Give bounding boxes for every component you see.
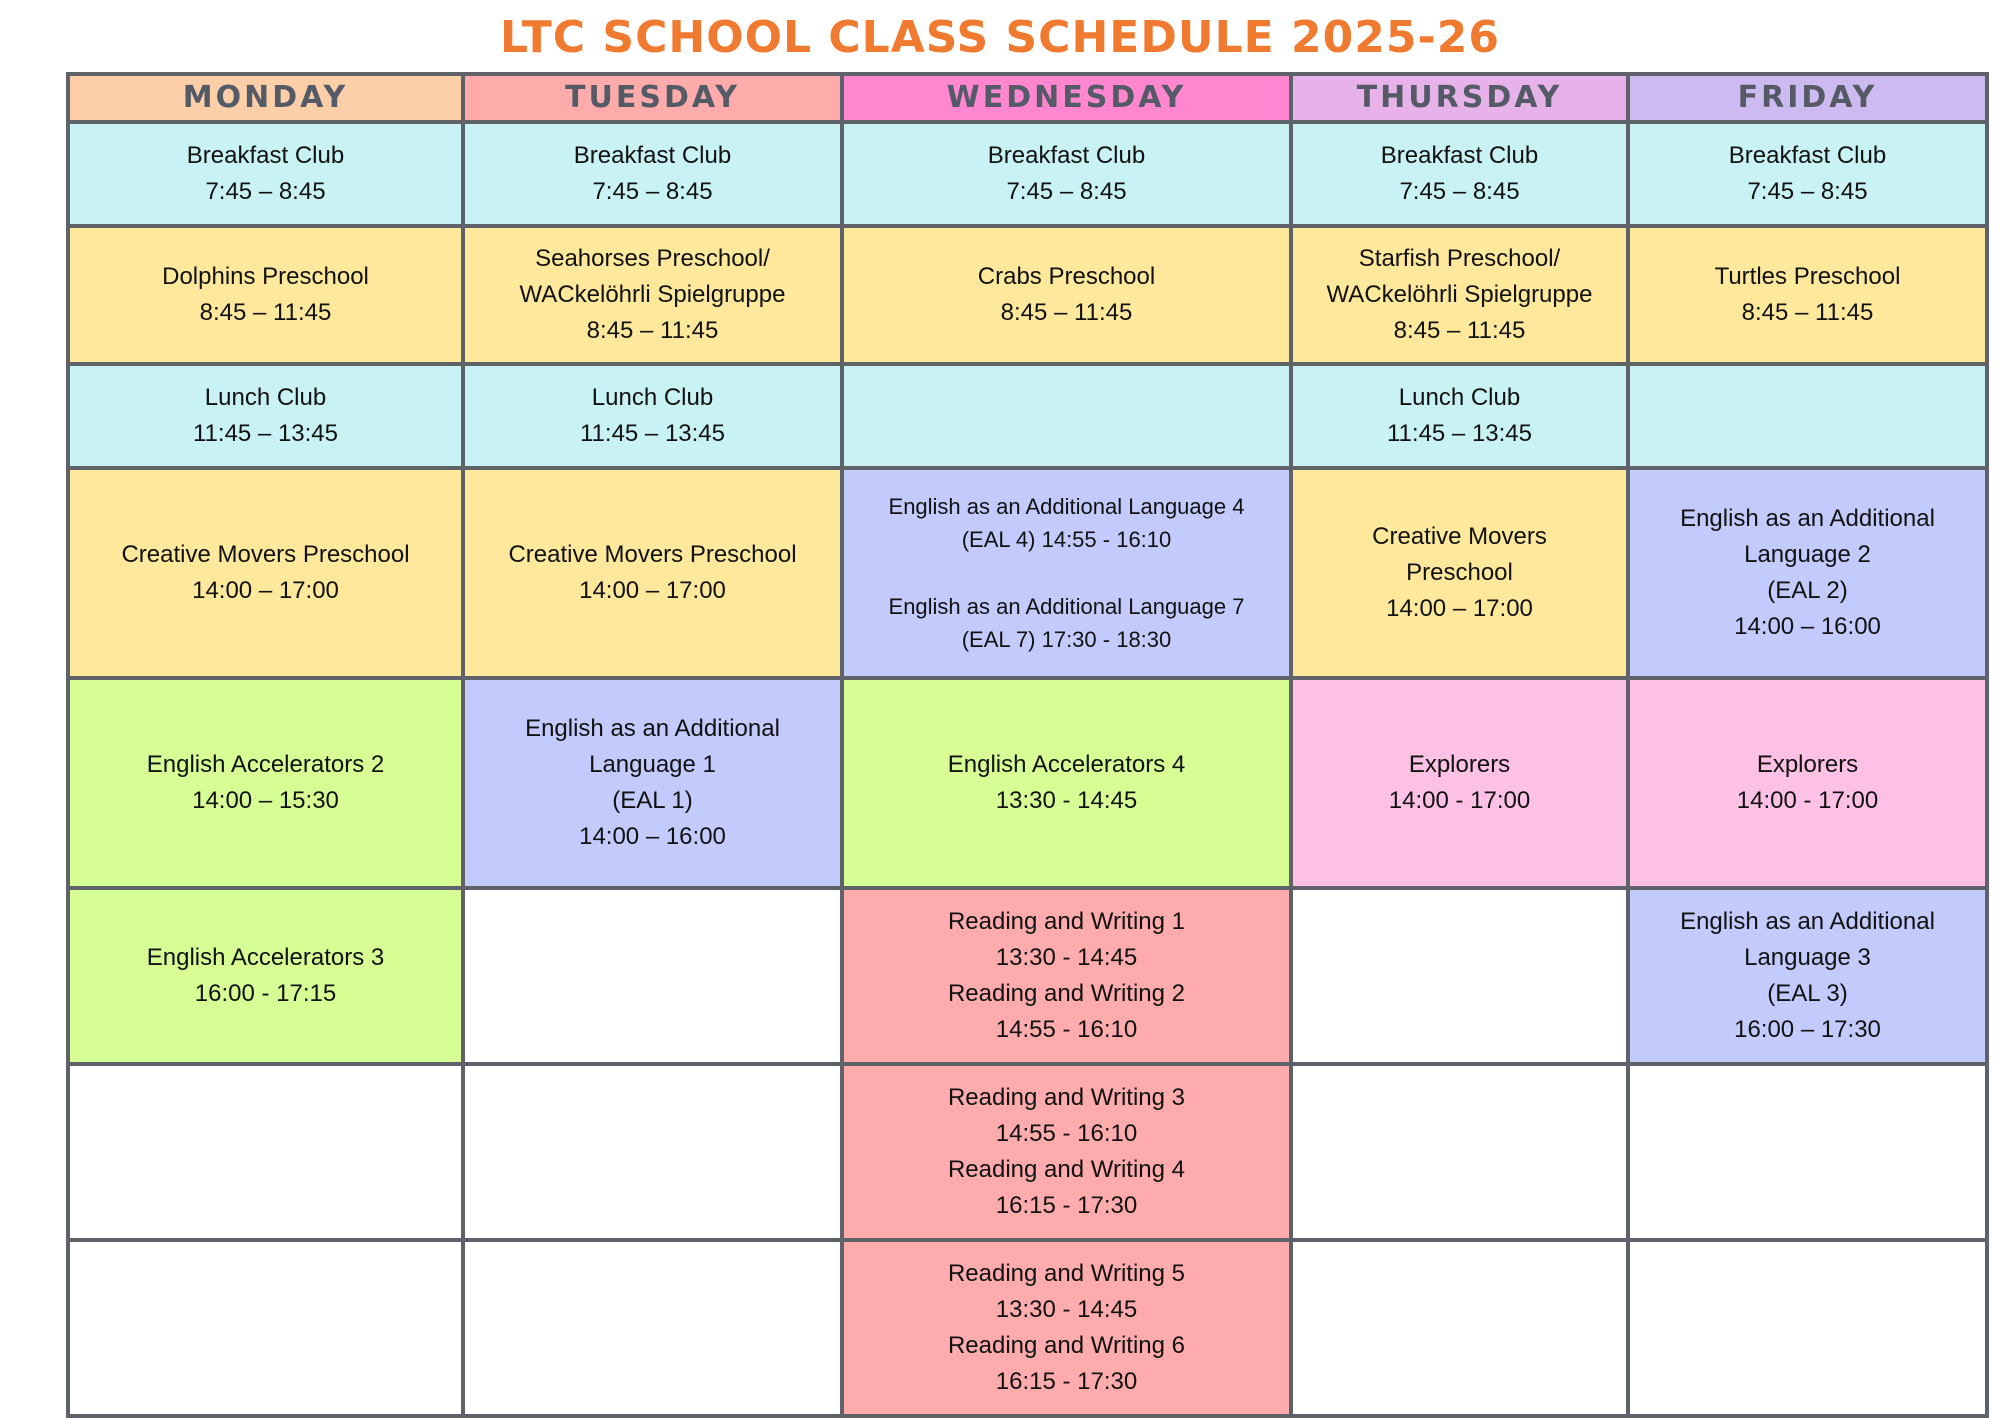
schedule-row bbox=[68, 888, 1987, 1064]
class-name: Crabs Preschool bbox=[977, 263, 1156, 290]
schedule-cell-thursday bbox=[1291, 468, 1628, 678]
class-detail: 14:00 - 17:00 bbox=[1736, 787, 1879, 814]
class-detail: 7:45 – 8:45 bbox=[205, 178, 326, 205]
class-detail: 13:30 - 14:45 bbox=[995, 1296, 1138, 1323]
page-title: LTC SCHOOL CLASS SCHEDULE 2025-26 bbox=[500, 12, 1500, 63]
schedule-row bbox=[68, 1240, 1987, 1416]
class-name: Reading and Writing 1 bbox=[947, 908, 1186, 935]
class-name: Language 3 bbox=[1744, 944, 1871, 971]
class-name: Explorers bbox=[1756, 751, 1859, 778]
day-header-thursday: THURSDAY bbox=[1291, 74, 1628, 122]
class-detail: 14:00 – 17:00 bbox=[1386, 595, 1533, 622]
day-header-tuesday: TUESDAY bbox=[463, 74, 842, 122]
class-detail: 16:15 - 17:30 bbox=[995, 1368, 1138, 1395]
schedule-cell-thursday bbox=[1291, 678, 1628, 888]
class-detail: (EAL 3) bbox=[1767, 980, 1848, 1007]
schedule-cell-wednesday bbox=[842, 1064, 1291, 1240]
class-detail: 11:45 – 13:45 bbox=[579, 420, 726, 447]
schedule-row bbox=[68, 122, 1987, 226]
class-detail: 7:45 – 8:45 bbox=[1399, 178, 1520, 205]
class-name: Seahorses Preschool/ bbox=[535, 245, 770, 272]
schedule-cell-monday bbox=[68, 226, 463, 364]
class-name: Reading and Writing 6 bbox=[947, 1332, 1186, 1359]
class-name: Creative Movers Preschool bbox=[121, 541, 410, 568]
class-detail: 14:55 - 16:10 bbox=[995, 1016, 1138, 1043]
schedule-cell-friday bbox=[1628, 888, 1987, 1064]
class-detail: 7:45 – 8:45 bbox=[1006, 178, 1127, 205]
class-name: Starfish Preschool/ bbox=[1358, 245, 1561, 272]
schedule-cell-wednesday bbox=[842, 888, 1291, 1064]
class-detail: (EAL 2) bbox=[1767, 577, 1848, 604]
class-detail: 8:45 – 11:45 bbox=[199, 299, 332, 326]
class-name: Language 1 bbox=[589, 751, 716, 778]
schedule-body bbox=[68, 122, 1987, 1416]
class-detail: 8:45 – 11:45 bbox=[1000, 299, 1133, 326]
schedule-row bbox=[68, 1064, 1987, 1240]
schedule-cell-friday bbox=[1628, 468, 1987, 678]
schedule-cell-friday bbox=[1628, 1240, 1987, 1416]
schedule-cell-wednesday bbox=[842, 678, 1291, 888]
schedule-cell-tuesday bbox=[463, 678, 842, 888]
schedule-row bbox=[68, 364, 1987, 468]
schedule-cell-friday bbox=[1628, 364, 1987, 468]
class-detail: 7:45 – 8:45 bbox=[1747, 178, 1868, 205]
class-name: Turtles Preschool bbox=[1714, 263, 1901, 290]
class-name: English Accelerators 3 bbox=[146, 944, 385, 971]
class-name: Preschool bbox=[1406, 559, 1513, 586]
schedule-cell-wednesday bbox=[842, 122, 1291, 226]
schedule-cell-monday bbox=[68, 678, 463, 888]
schedule-cell-tuesday bbox=[463, 1240, 842, 1416]
schedule-cell-wednesday bbox=[842, 364, 1291, 468]
class-name: Breakfast Club bbox=[1728, 142, 1887, 169]
day-header-wednesday: WEDNESDAY bbox=[842, 74, 1291, 122]
schedule-cell-monday bbox=[68, 122, 463, 226]
class-name: Breakfast Club bbox=[186, 142, 345, 169]
class-detail: 14:00 – 16:00 bbox=[579, 823, 726, 850]
class-detail: (EAL 7) 17:30 - 18:30 bbox=[961, 627, 1172, 652]
schedule-row bbox=[68, 226, 1987, 364]
class-name: English as an Additional Language 4 bbox=[888, 494, 1245, 519]
schedule-cell-friday bbox=[1628, 678, 1987, 888]
class-name: Reading and Writing 4 bbox=[947, 1156, 1186, 1183]
class-name: Language 2 bbox=[1744, 541, 1871, 568]
class-name: WACkelöhrli Spielgruppe bbox=[519, 281, 786, 308]
day-header-monday: MONDAY bbox=[68, 74, 463, 122]
class-name: WACkelöhrli Spielgruppe bbox=[1326, 281, 1593, 308]
schedule-cell-monday bbox=[68, 888, 463, 1064]
class-detail: 8:45 – 11:45 bbox=[1393, 317, 1526, 344]
schedule-cell-thursday bbox=[1291, 888, 1628, 1064]
class-name: Lunch Club bbox=[591, 384, 714, 411]
schedule-cell-tuesday bbox=[463, 226, 842, 364]
class-name: English Accelerators 2 bbox=[146, 751, 385, 778]
class-detail: 14:00 – 16:00 bbox=[1734, 613, 1881, 640]
schedule-cell-monday bbox=[68, 1064, 463, 1240]
schedule-cell-monday bbox=[68, 364, 463, 468]
class-name: English as an Additional Language 7 bbox=[888, 594, 1245, 619]
day-header-friday: FRIDAY bbox=[1628, 74, 1987, 122]
schedule-row bbox=[68, 678, 1987, 888]
class-name: English as an Additional bbox=[1680, 505, 1935, 532]
class-detail: 16:00 - 17:15 bbox=[194, 980, 337, 1007]
schedule-cell-tuesday bbox=[463, 1064, 842, 1240]
class-detail: 11:45 – 13:45 bbox=[1386, 420, 1533, 447]
class-name: Breakfast Club bbox=[1380, 142, 1539, 169]
class-detail: (EAL 1) bbox=[612, 787, 693, 814]
class-detail: 14:00 – 17:00 bbox=[192, 577, 339, 604]
schedule-table bbox=[66, 72, 1989, 1418]
schedule-cell-monday bbox=[68, 1240, 463, 1416]
class-detail: 16:15 - 17:30 bbox=[995, 1192, 1138, 1219]
class-name: Reading and Writing 3 bbox=[947, 1084, 1186, 1111]
schedule-row bbox=[68, 468, 1987, 678]
class-name: Lunch Club bbox=[1398, 384, 1521, 411]
class-detail: 14:00 – 15:30 bbox=[192, 787, 339, 814]
schedule-cell-thursday bbox=[1291, 1064, 1628, 1240]
class-detail: 8:45 – 11:45 bbox=[586, 317, 719, 344]
class-name: Reading and Writing 5 bbox=[947, 1260, 1186, 1287]
class-name: English as an Additional bbox=[1680, 908, 1935, 935]
schedule-cell-wednesday bbox=[842, 468, 1291, 678]
class-name: Creative Movers Preschool bbox=[508, 541, 797, 568]
class-name: Reading and Writing 2 bbox=[947, 980, 1186, 1007]
schedule-cell-thursday bbox=[1291, 122, 1628, 226]
class-detail: 14:55 - 16:10 bbox=[995, 1120, 1138, 1147]
class-detail: 8:45 – 11:45 bbox=[1741, 299, 1874, 326]
class-detail: 11:45 – 13:45 bbox=[192, 420, 339, 447]
class-name: English Accelerators 4 bbox=[947, 751, 1186, 778]
line-gap bbox=[852, 556, 1281, 590]
class-detail: 13:30 - 14:45 bbox=[995, 944, 1138, 971]
day-header-row bbox=[68, 74, 1987, 122]
class-detail: 14:00 - 17:00 bbox=[1388, 787, 1531, 814]
class-detail: 14:00 – 17:00 bbox=[579, 577, 726, 604]
schedule-cell-tuesday bbox=[463, 468, 842, 678]
class-detail: (EAL 4) 14:55 - 16:10 bbox=[961, 527, 1172, 552]
class-name: Breakfast Club bbox=[573, 142, 732, 169]
schedule-cell-tuesday bbox=[463, 122, 842, 226]
class-detail: 13:30 - 14:45 bbox=[995, 787, 1138, 814]
schedule-cell-tuesday bbox=[463, 364, 842, 468]
schedule-cell-thursday bbox=[1291, 364, 1628, 468]
class-detail: 16:00 – 17:30 bbox=[1734, 1016, 1881, 1043]
schedule-cell-wednesday bbox=[842, 226, 1291, 364]
class-name: Dolphins Preschool bbox=[162, 263, 369, 290]
schedule-cell-friday bbox=[1628, 226, 1987, 364]
schedule-cell-friday bbox=[1628, 1064, 1987, 1240]
class-detail: 7:45 – 8:45 bbox=[592, 178, 713, 205]
schedule-cell-wednesday bbox=[842, 1240, 1291, 1416]
class-name: Breakfast Club bbox=[987, 142, 1146, 169]
class-name: English as an Additional bbox=[525, 715, 780, 742]
schedule-cell-friday bbox=[1628, 122, 1987, 226]
class-name: Lunch Club bbox=[204, 384, 327, 411]
schedule-cell-thursday bbox=[1291, 226, 1628, 364]
class-name: Creative Movers bbox=[1372, 523, 1547, 550]
schedule-cell-monday bbox=[68, 468, 463, 678]
schedule-cell-thursday bbox=[1291, 1240, 1628, 1416]
class-name: Explorers bbox=[1408, 751, 1511, 778]
schedule-cell-tuesday bbox=[463, 888, 842, 1064]
